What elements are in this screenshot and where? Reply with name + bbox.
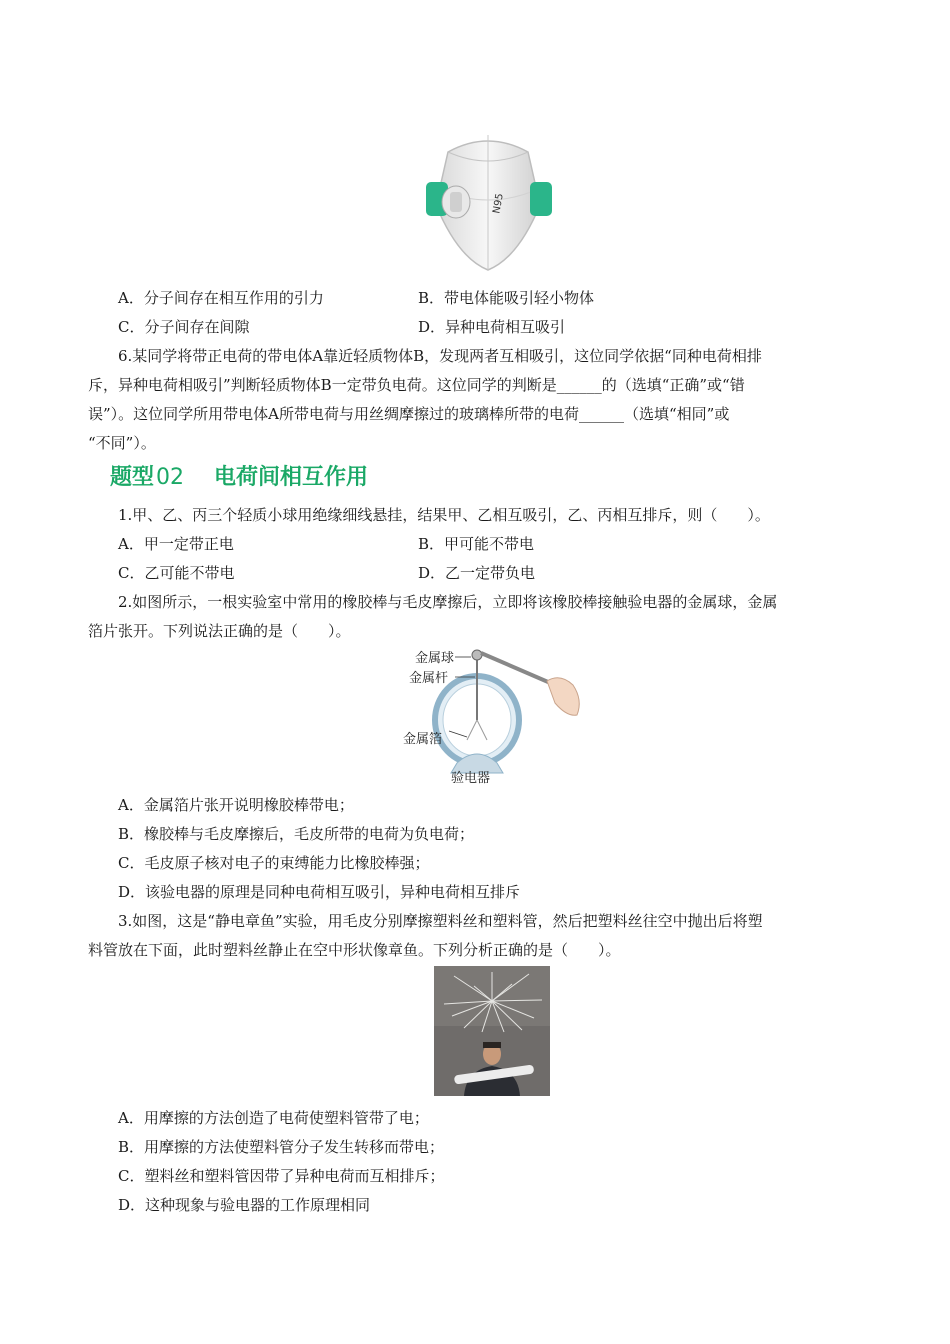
section-number: 02 xyxy=(156,465,185,490)
mask-label: N95 xyxy=(491,192,506,215)
q3-option-d: D．这种现象与验电器的工作原理相同 xyxy=(118,1196,371,1214)
q2-option-d: D．该验电器的原理是同种电荷相互吸引，异种电荷相互排斥 xyxy=(118,883,521,901)
label-metal-ball: 金属球 xyxy=(415,651,455,666)
q2-stem-line-1: 2.如图所示，一根实验室中常用的橡胶棒与毛皮摩擦后，立即将该橡胶棒接触验电器的金属球，金属 xyxy=(118,593,778,611)
section-prefix: 题型 xyxy=(110,465,155,490)
q6-line-4: “不同”）。 xyxy=(88,434,156,452)
q6-line-3: 误”）。这位同学所用带电体A所带电荷与用丝绸摩擦过的玻璃棒所带的电荷______（选填“相同”或 xyxy=(88,405,730,423)
q6-line-1: 6.某同学将带正电荷的带电体A靠近轻质物体B，发现两者互相吸引，这位同学依据“同种电荷相排 xyxy=(118,347,762,365)
q1-option-d: D．乙一定带负电 xyxy=(418,564,536,582)
label-metal-foil: 金属箔 xyxy=(403,732,443,747)
q2-option-a: A．金属箔片张开说明橡胶棒带电； xyxy=(118,796,354,814)
static-octopus-photo xyxy=(434,966,550,1096)
q1-option-c: C．乙可能不带电 xyxy=(118,564,235,582)
q2-stem-line-2: 箔片张开。下列说法正确的是（ ）。 xyxy=(88,622,351,640)
label-metal-rod: 金属杆 xyxy=(409,671,449,686)
q2-option-b: B．橡胶棒与毛皮摩擦后，毛皮所带的电荷为负电荷； xyxy=(118,825,475,843)
q3-stem-line-2: 料管放在下面，此时塑料丝静止在空中形状像章鱼。下列分析正确的是（ ）。 xyxy=(88,941,621,959)
q3-option-b: B．用摩擦的方法使塑料管分子发生转移而带电； xyxy=(118,1138,445,1156)
q3-stem-line-1: 3.如图，这是“静电章鱼”实验，用毛皮分别摩擦塑料丝和塑料管，然后把塑料丝往空中抛出后将塑 xyxy=(118,912,763,930)
q2-option-c: C．毛皮原子核对电子的束缚能力比橡胶棒强； xyxy=(118,854,430,872)
q3-option-c: C．塑料丝和塑料管因带了异种电荷而互相排斥； xyxy=(118,1167,445,1185)
section-title: 电荷间相互作用 xyxy=(214,465,369,490)
electroscope-figure xyxy=(395,645,590,790)
q1-option-b: B．甲可能不带电 xyxy=(418,535,535,553)
q1-option-a: A．甲一定带正电 xyxy=(118,535,234,553)
q5-option-c: C．分子间存在间隙 xyxy=(118,318,250,336)
section-heading xyxy=(110,460,368,491)
q5-option-d: D．异种电荷相互吸引 xyxy=(418,318,566,336)
n95-mask-image xyxy=(418,130,558,275)
q5-option-b: B．带电体能吸引轻小物体 xyxy=(418,289,595,307)
q3-option-a: A．用摩擦的方法创造了电荷使塑料管带了电； xyxy=(118,1109,429,1127)
q6-line-2: 斥，异种电荷相吸引”判断轻质物体B一定带负电荷。这位同学的判断是______的（选填“正确”或“错 xyxy=(88,376,745,394)
q5-option-a: A．分子间存在相互作用的引力 xyxy=(118,289,324,307)
figure-caption: 验电器 xyxy=(451,771,491,786)
q1-stem: 1.甲、乙、丙三个轻质小球用绝缘细线悬挂，结果甲、乙相互吸引，乙、丙相互排斥，则（ ）。 xyxy=(118,506,770,524)
